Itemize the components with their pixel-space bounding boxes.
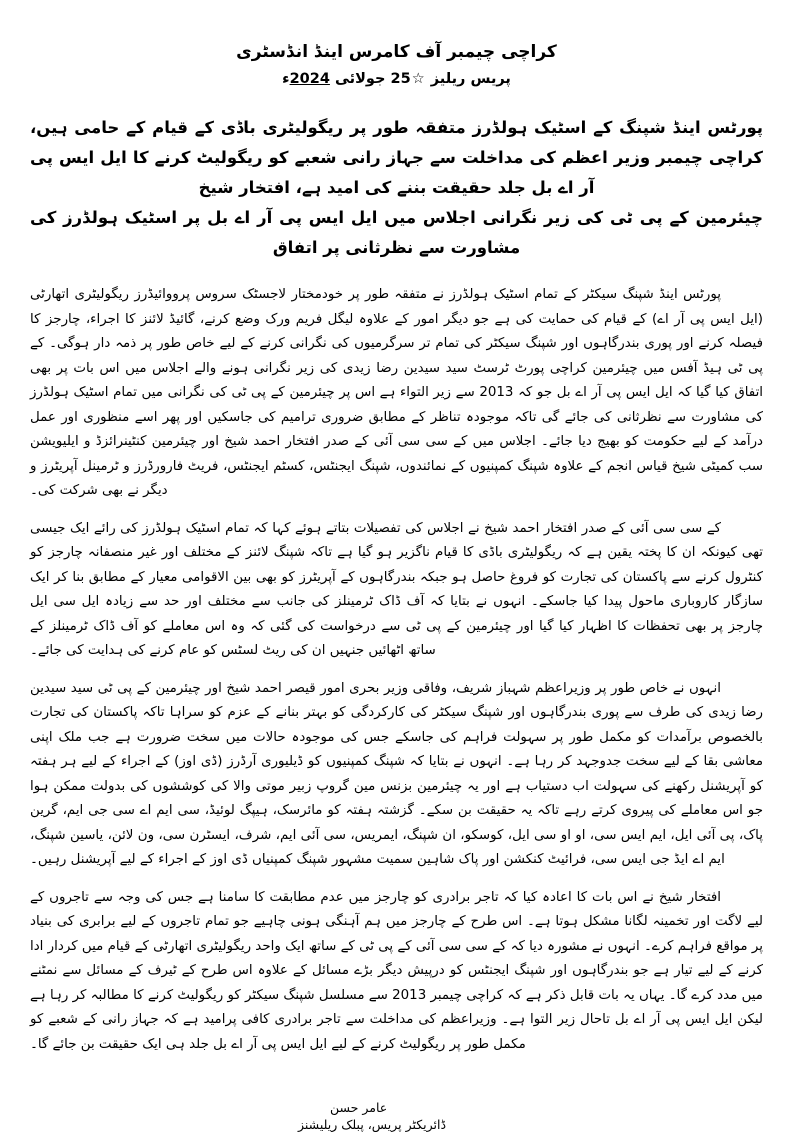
star-icon: ☆ bbox=[411, 71, 425, 87]
signature-block bbox=[30, 1099, 763, 1133]
headline-primary: پورٹس اینڈ شپنگ کے اسٹیک ہولڈرز متفقہ طور پر ریگولیٹری باڈی کے قیام کے حامی ہیں، کراچی چیمبر وزیر اعظم کی مداخلت سے جہاز رانی شعبے کو ریگولیٹ کرنے کا ایل ایس پی آر اے بل جلد حقیقت بننے کی امید ہے، افتخار شیخ bbox=[30, 118, 763, 197]
document-header bbox=[30, 42, 763, 87]
signatory-title: ڈائریکٹر پریس، پبلک ریلیشنز bbox=[298, 1117, 447, 1132]
body-paragraph-2: کے سی سی آئی کے صدر افتخار احمد شیخ نے اجلاس کی تفصیلات بتاتے ہوئے کہا کہ تمام اسٹیک ہولڈرز کی رائے ایک جیسی تھی کیونکہ ان کا پختہ یقین ہے کہ ریگولیٹری باڈی کا قیام ناگزیر ہو گیا ہے تاکہ شپنگ لائنز کے مختلف اور غیر منصفانہ چارجز کو کنٹرول کرنے سے پاکستان کی تجارت کو فروغ حاصل ہو جبکہ بندرگاہوں کے آپریٹرز کو بھی بین الاقوامی معیار کے مطابق بنا کر ایک سازگار کاروباری ماحول پیدا کیا جاسکے۔ انہوں نے بتایا کہ آف ڈاک ٹرمینلز کی جانب سے مختلف اور حد سے زیادہ ایل سی ایل چارجز پر بھی تحفظات کا اظہار کیا گیا اور چیئرمین کے پی ٹی سے درخواست کی گئی کہ وہ اس معاملے کو آف ڈاک ٹرمینلز کے ساتھ اٹھائیں جنہیں ان کی ریٹ لسٹس کو عام کرنے کی ہدایت کی جائے۔ bbox=[30, 520, 763, 658]
release-year-suffix: ء bbox=[282, 71, 290, 87]
body-paragraph-1: پورٹس اینڈ شپنگ سیکٹر کے تمام اسٹیک ہولڈرز نے متفقہ طور پر خودمختار لاجسٹک سروس پرووائیڈرز ریگولیٹری اتھارٹی (ایل ایس پی آر اے) کے قیام کی حمایت کی ہے جو دیگر امور کے علاوہ لیگل فریم ورک وضع کرنے، گائیڈ لائنز کا اجراء، چارجز کا فیصلہ کرنے اور پوری بندرگاہوں اور شپنگ سیکٹر کی تمام تر سرگرمیوں کی نگرانی کرنے کے لیے خاص طور پر ذمہ دار ہوگی۔ کے پی ٹی ہیڈ آفس میں چیئرمین کراچی پورٹ ٹرسٹ سید سیدین رضا زیدی کی زیر نگرانی ہونے والے اجلاس میں اس بات پر بھی اتفاق کیا گیا کہ ایل ایس پی آر اے بل جو کہ 2013 سے زیر التواء ہے اس پر چیئرمین کے پی ٹی کی نگرانی میں تمام اسٹیک ہولڈرز کی مشاورت سے نظرثانی کی جائے گی تاکہ موجودہ تناظر کے مطابق ضروری ترامیم کی جاسکیں اور پھر اسے منظوری اور عمل درآمد کے لیے حکومت کو بھیج دیا جائے۔ اجلاس میں کے سی سی آئی کے صدر افتخار احمد شیخ اور چیئرمین کنٹینرائزڈ و ایلیویشن سب کمیٹی شیخ قیاس انجم کے علاوہ شپنگ کمپنیوں کے نمائندوں، شپنگ ایجنٹس، کسٹم ایجنٹس، فریٹ فارورڈرز و ٹرمینل آپریٹرز و دیگر نے بھی شرکت کی۔ bbox=[30, 287, 764, 498]
body-paragraph-4: افتخار شیخ نے اس بات کا اعادہ کیا کہ تاجر برادری کو چارجز میں عدم مطابقت کا سامنا ہے جس کی وجہ سے تاجروں کے لیے لاگت اور تخمینہ لگانا مشکل ہوتا ہے۔ اس طرح کے چارجز میں ہم آہنگی ہونی چاہیے جو تمام تاجروں کے لیے برابری کی بنیاد پر مواقع فراہم کرے۔ انہوں نے مشورہ دیا کہ کے سی سی آئی کے پی ٹی کے ساتھ ایک واحد ریگولیٹری اتھارٹی کے قیام میں کردار ادا کرنے کے لیے تیار ہے جو بندرگاہوں اور شپنگ ایجنٹس کو درپیش دیگر بڑے مسائل کے علاوہ اس طرح کے ٹیرف کے مسائل سے نمٹنے میں مدد کرے گا۔ یہاں یہ بات قابل ذکر ہے کہ کراچی چیمبر 2013 سے مسلسل شپنگ سیکٹر کو ریگولیٹ کرنے کا مطالبہ کر رہا ہے لیکن ایل ایس پی آر اے بل تاحال زیر التوا ہے۔ وزیراعظم کی مداخلت سے تاجر برادری کافی پرامید ہے کہ جہاز رانی کے شعبے کو مکمل طور پر ریگولیٹ کرنے کے لیے ایل ایس پی آر اے بل جلد ہی ایک حقیقت بن جائے گا۔ bbox=[30, 889, 763, 1052]
headline-secondary: چیئرمین کے پی ٹی کی زیر نگرانی اجلاس میں ایل ایس پی آر اے بل پر اسٹیک ہولڈرز کی مشاورت سے نظرثانی پر اتفاق bbox=[30, 208, 763, 257]
release-date-line bbox=[30, 71, 763, 87]
body-paragraph-3: انہوں نے خاص طور پر وزیراعظم شہباز شریف، وفاقی وزیر بحری امور قیصر احمد شیخ اور چیئرمین کے پی ٹی سید سیدین رضا زیدی کی طرف سے پوری بندرگاہوں اور شپنگ سیکٹر کی کارکردگی کو بہتر بنانے کے عزم کو سراہا تاکہ پاکستان کی تجارت بالخصوص برآمدات کو مکمل طور پر سہولت فراہم کی جاسکے جس کی موجودہ حالات میں سخت ضرورت ہے جب ملک اپنی معاشی بقا کے لیے سخت جدوجہد کر رہا ہے۔ انہوں نے بتایا کہ شپنگ کمپنیوں کو ڈیلیوری آرڈرز (ڈی اوز) کے اجراء کے لیے ہر ہفتہ کو آپریشنل رکھنے کی سہولت اب دستیاب ہے اور یہ چیئرمین بزنس مین گروپ زبیر موتی والا کی کوششوں کی بدولت ممکن ہوا جو اس معاملے کی پیروی کرتے رہے تاکہ یہ حقیقت بن سکے۔ گزشتہ ہفتہ کو مائرسک، ہیپگ لوئیڈ، سی ایم اے سی جی ایم، گرین پاک، پی آئی ایل، ایم ایس سی، او او سی ایل، کوسکو، ان شپنگ، ایمریس، سی آئی ایم، شرف، ایسٹرن سی، ون لائن، یاسین شپنگ، ایم اے ایڈ جی ایس سی، فرائیٹ کنکشن اور پاک شاہین سمیت مشہور شپنگ کمپنیاں ڈی اوز کے اجراء کے لیے آپریشنل رہیں۔ bbox=[30, 680, 763, 867]
body-text bbox=[30, 283, 763, 1057]
organization-title: کراچی چیمبر آف کامرس اینڈ انڈسٹری bbox=[236, 42, 557, 62]
release-date: 25 جولائی bbox=[334, 71, 411, 87]
release-year: 2024 bbox=[289, 71, 330, 87]
headline-block bbox=[30, 113, 763, 263]
signatory-name: عامر حسن bbox=[330, 1100, 388, 1115]
release-label: پریس ریلیز bbox=[430, 71, 511, 87]
